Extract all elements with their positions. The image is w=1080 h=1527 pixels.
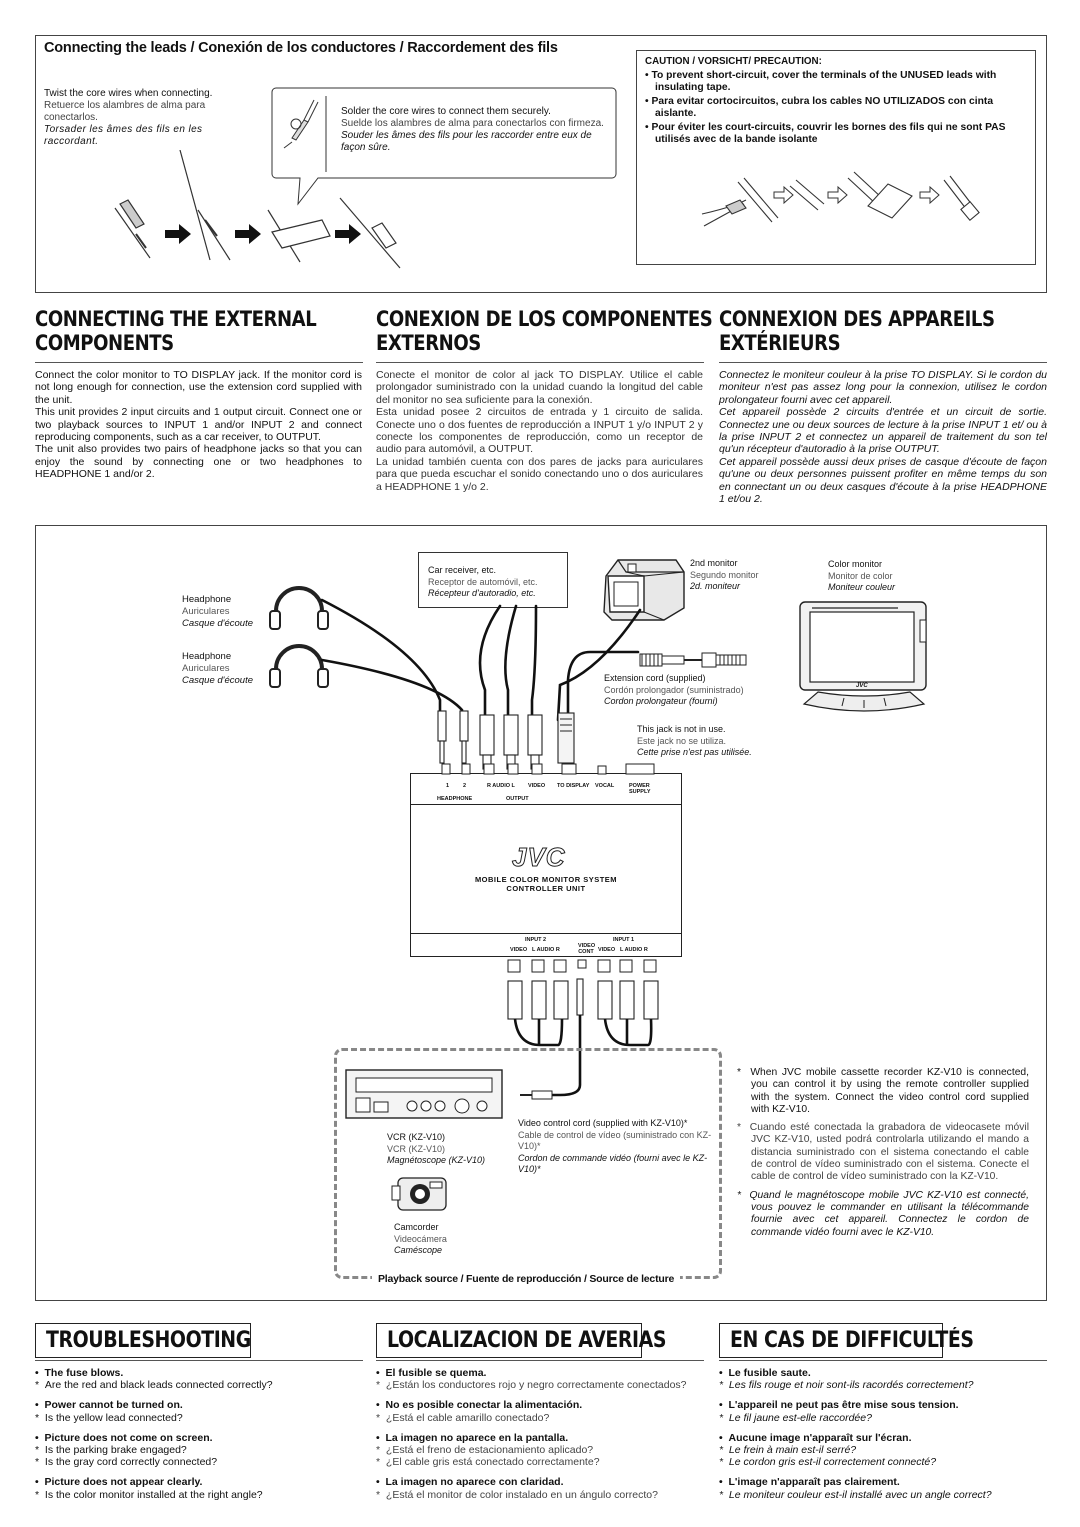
ts-item-es-1: • El fusible se quema. bbox=[376, 1367, 487, 1379]
twist-fr: Torsader les âmes des fils en les raccordant. bbox=[44, 124, 203, 147]
troubleshooting-title-box-es: LOCALIZACION DE AVERIAS bbox=[376, 1323, 642, 1358]
jack-not-used-label: This jack is not in use. Este jack no se utiliza. Cette prise n'est pas utilisée. bbox=[637, 724, 752, 757]
ts-item-fr-4: • L'image n'apparaît pas clairement. bbox=[719, 1476, 900, 1489]
troubleshooting-title-box-en: TROUBLESHOOTING bbox=[35, 1323, 251, 1358]
external-text-en: Connect the color monitor to TO DISPLAY jack. If the monitor cord is not long enough for connection, use the extension cord supplied with the unit. This unit provides 2 input circuits and 1 output circuit. Connect one or two playback sources to INPUT 1 and/or INPUT 2 and connect reproducing components, such as a car receiver, to OUTPUT. The unit also provides two pairs of headphone jacks so that you can enjoy the sound by connecting one or two headphones to HEADPHONE 1 and/or 2. bbox=[35, 369, 362, 481]
panel-r-audio-l: R AUDIO L bbox=[487, 783, 515, 789]
troubleshooting-title-box-fr: EN CAS DE DIFFICULTÉS bbox=[719, 1323, 943, 1358]
note-es: * Cuando esté conectada la grabadora de videocasete móvil JVC KZ-V10, usted podrá controlarla utilizando el mando a distancia suministrado con el sistema conectando el cable de control de vídeo suministrado con el sistema. Conecte el cable de control de vídeo suministrado con la KZ-V10. bbox=[737, 1122, 1029, 1183]
camcorder-icon bbox=[390, 1172, 450, 1216]
arrow-icons bbox=[165, 224, 361, 244]
unit-name-line1: MOBILE COLOR MONITOR SYSTEM bbox=[474, 875, 618, 884]
note-en: * When JVC mobile cassette recorder KZ-V10 is connected, you can control it by using the remote controller supplied with the system. Connect the video control cord supplied with KZ-V10. bbox=[737, 1067, 1030, 1115]
ts-item-fr-2: • L'appareil ne peut pas être mise sous tension. bbox=[719, 1399, 959, 1412]
ts-item-es-2: • No es posible conectar la alimentación. bbox=[376, 1399, 583, 1412]
panel-jacks-bottom bbox=[506, 958, 666, 976]
second-monitor-label: 2nd monitor Segundo monitor 2d. moniteur bbox=[690, 558, 759, 591]
vcr-icon bbox=[344, 1068, 506, 1122]
panel-two: 2 bbox=[463, 783, 467, 789]
troubleshooting-list-fr: • Le fusible saute. * Les fils rouge et noir sont-ils racordés correctement? • L'appareil ne peut pas être mise sous tension. * Le fil jaune est-elle raccordée? • Aucune image n'apparaît sur l'écran. * Le frein à main est-il serré? * Le cordon gris est-il correctement connecté? • L'image n'apparaît pas clairement. * Le moniteur couleur est-il installé avec un angle correct? bbox=[719, 1359, 1049, 1501]
panel-vocal: VOCAL bbox=[595, 783, 615, 789]
external-title-fr: CONNEXION DES APPAREILS EXTÉRIEURS bbox=[719, 307, 995, 355]
solder-es: Suelde los alambres de alma para conectarlos con firmeza. bbox=[341, 118, 604, 129]
car-receiver-label: Car receiver, etc. Receptor de automóvil, etc. Récepteur d'autoradio, etc. bbox=[428, 565, 538, 598]
headphone-label-2: Headphone Auriculares Casque d'écoute bbox=[182, 651, 254, 686]
playback-source-label: Playback source / Fuente de reproducción / Source de lecture bbox=[372, 1273, 680, 1285]
ts-item-es-3: • La imagen no aparece en la pantalla. bbox=[376, 1431, 569, 1444]
caution-block bbox=[645, 56, 1029, 146]
video-control-cord-plug-icon bbox=[518, 1090, 554, 1100]
solder-fr: Souder les âmes des fils pour les raccorder entre eux de façon sûre. bbox=[341, 130, 592, 153]
panel-headphone: HEADPHONE bbox=[437, 796, 473, 802]
ts-item-en-3: • Picture does not come on screen. bbox=[35, 1431, 213, 1444]
color-monitor-icon bbox=[798, 600, 932, 714]
ts-item-fr-3: • Aucune image n'apparaît sur l'écran. bbox=[719, 1431, 912, 1444]
unit-panel-line bbox=[410, 804, 682, 805]
camcorder-label: Camcorder Videocámera Caméscope bbox=[394, 1222, 447, 1255]
troubleshooting-list-es: • El fusible se quema. * ¿Están los conductores rojo y negro correctamente conectados? • No es posible conectar la alimentación. * ¿Está el cable amarillo conectado? • La imagen no aparece en la pantalla. * ¿Está el freno de estacionamiento aplicado? * ¿El cable gris está conectado correctamente? • La imagen no aparece con claridad. * ¿Está el monitor de color instalado en un ángulo correcto? bbox=[376, 1359, 706, 1501]
solder-en: Solder the core wires to connect them securely. bbox=[341, 106, 551, 117]
panel-l-audio-r-1: L AUDIO R bbox=[620, 947, 648, 953]
caution-item-fr: • Pour éviter les court-circuits, couvrir les bornes des fils qui ne sont PAS utilisés avec de la bande isolante bbox=[645, 122, 1006, 145]
panel-input1: INPUT 1 bbox=[613, 937, 635, 943]
ts-item-es-4: • La imagen no aparece con claridad. bbox=[376, 1476, 564, 1489]
external-rule-es bbox=[376, 362, 704, 363]
ts-item-en-1: • The fuse blows. bbox=[35, 1367, 124, 1379]
panel-to-display: TO DISPLAY bbox=[557, 783, 590, 789]
external-title-en: CONNECTING THE EXTERNAL COMPONENTS bbox=[35, 307, 317, 355]
extension-cord-label: Extension cord (supplied) Cordón prolongador (suministrado) Cordon prolongateur (fourni) bbox=[604, 673, 744, 706]
video-control-cord-label: Video control cord (supplied with KZ-V10)* Cable de control de vídeo (suministrado con KZ-V10)* Cordon de commande vidéo (fourni avec le KZ-V10)* bbox=[518, 1118, 712, 1174]
unit-panel-line bbox=[410, 933, 682, 934]
panel-video-2: VIDEO bbox=[510, 947, 528, 953]
panel-output: OUTPUT bbox=[506, 796, 529, 802]
solder-text-block bbox=[341, 106, 613, 154]
ts-item-en-4: • Picture does not appear clearly. bbox=[35, 1476, 203, 1489]
twist-en: Twist the core wires when connecting. bbox=[44, 88, 213, 99]
external-text-es: Conecte el monitor de color al jack TO DISPLAY. Utilice el cable prolongador suministrado con la unidad cuando la longitud del cable del monitor no sea suficiente para la conexión. Esta unidad posee 2 circuitos de entrada y 1 circuito de salida. Conecte uno o dos fuentes de reproducción a INPUT 1 y/o INPUT 2 y conecte los componentes de reproducción, como un receptor de audio para automóvil, a OUTPUT. La unidad también cuenta con dos pares de jacks para auriculares para que pueda escuchar el sonido conectando uno o dos auriculares a HEADPHONE 1 y/o 2. bbox=[376, 369, 703, 493]
caution-heading: CAUTION / VORSICHT/ PRECAUTION: bbox=[645, 56, 822, 67]
kz-v10-notes bbox=[737, 1067, 1029, 1239]
unit-name-line2: CONTROLLER UNIT bbox=[506, 884, 586, 893]
panel-video-1: VIDEO bbox=[598, 947, 616, 953]
unit-brand-logo: JVC bbox=[512, 842, 566, 872]
leads-heading: Connecting the leads / Conexión de los conductores / Raccordement des fils bbox=[44, 40, 558, 56]
panel-video: VIDEO bbox=[528, 783, 546, 789]
external-title-es: CONEXION DE LOS COMPONENTES EXTERNOS bbox=[376, 307, 713, 355]
twist-es: Retuerce los alambres de alma para conectarlos. bbox=[44, 100, 206, 123]
panel-jacks-top bbox=[440, 762, 660, 782]
external-rule-fr bbox=[719, 362, 1047, 363]
twist-text-block bbox=[44, 88, 249, 148]
caution-item-es: • Para evitar cortocircuitos, cubra los cables NO UTILIZADOS con cinta aislante. bbox=[645, 96, 994, 119]
wire-splice-illustration bbox=[110, 150, 430, 270]
insulating-tape-illustration bbox=[698, 170, 998, 245]
ts-item-en-2: • Power cannot be turned on. bbox=[35, 1399, 183, 1412]
panel-one: 1 bbox=[446, 783, 450, 789]
color-monitor-brand: JVC bbox=[856, 683, 868, 689]
caution-item-en: • To prevent short-circuit, cover the terminals of the UNUSED leads with insulating tape. bbox=[645, 70, 997, 93]
external-rule-en bbox=[35, 362, 363, 363]
headphone-label-1: Headphone Auriculares Casque d'écoute bbox=[182, 594, 254, 629]
vcr-label: VCR (KZ-V10) VCR (KZ-V10) Magnétoscope (KZ-V10) bbox=[387, 1132, 486, 1165]
panel-video-cont: VIDEO CONT bbox=[578, 943, 596, 955]
panel-power-supply: POWER SUPPLY bbox=[629, 783, 651, 795]
ts-item-fr-1: • Le fusible saute. bbox=[719, 1367, 811, 1379]
note-fr: * Quand le magnétoscope mobile JVC KZ-V10 est connecté, vous pouvez le commander en utilisant la télécommande fournie avec cet appareil. Connectez le cordon de commande vidéo fourni avec le KZ-V10. bbox=[737, 1189, 1029, 1238]
external-text-fr: Connectez le moniteur couleur à la prise TO DISPLAY. Si le cordon du moniteur n'est pas assez long pour la connexion, utilisez le cordon prolongateur fourni avec cet appareil. Cet appareil possède 2 circuits d'entrée et un circuit de sortie. Connectez une ou deux sources de lecture à la prise INPUT 1 et/ ou à la prise INPUT 2 et connectez un appareil de traitement du son tel qu'un récepteur d'autoradio à la prise OUTPUT. Cet appareil possède aussi deux prises de casque d'écoute de façon qu'une ou deux personnes puissent profiter en même temps du son en connectant un ou deux casques d'écoute à la prise HEADPHONE 1 et/ou 2. bbox=[719, 369, 1047, 506]
panel-l-audio-r-2: L AUDIO R bbox=[532, 947, 560, 953]
color-monitor-label: Color monitor Monitor de color Moniteur couleur bbox=[828, 559, 896, 592]
panel-input2: INPUT 2 bbox=[525, 937, 547, 943]
troubleshooting-list-en: • The fuse blows. * Are the red and black leads connected correctly? • Power cannot be turned on. * Is the yellow lead connected? • Picture does not come on screen. * Is the parking brake engaged? * Is the gray cord correctly connected? • Picture does not appear clearly. * Is the color monitor installed at the right angle? bbox=[35, 1359, 365, 1501]
